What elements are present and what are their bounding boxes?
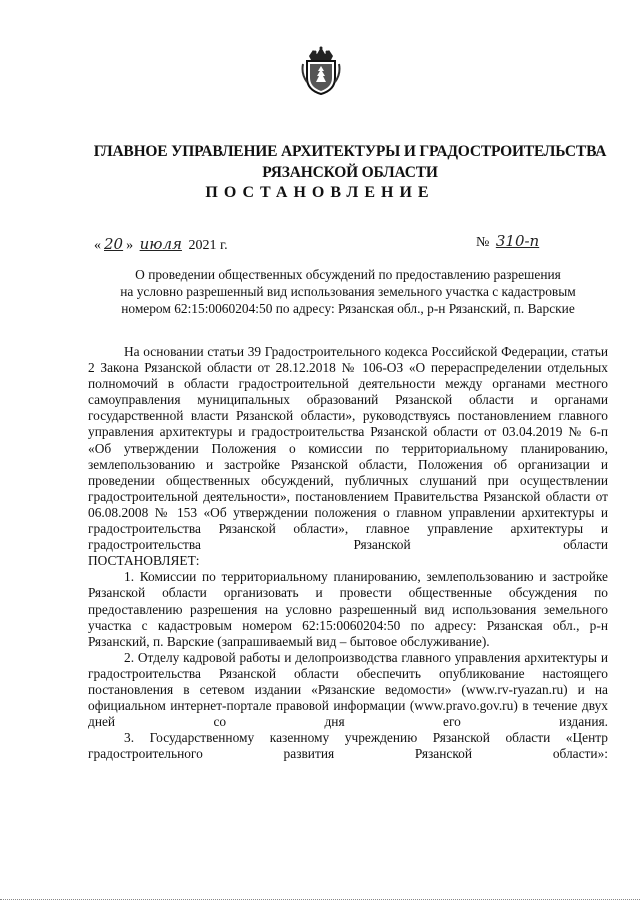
document-body [88, 344, 608, 762]
coat-of-arms-icon [301, 44, 341, 96]
preamble-paragraph: На основании статьи 39 Градостроительного кодекса Российской Федерации, статьи 2 Закона Рязанской области от 28.12.2018 № 106-ОЗ «О перераспределении отдельных полномочий в области градостроительной деятельности между органами местного самоуправления муниципальных образований Рязанской области и органами государственной власти Рязанской области», руководствуясь постановлением главного управления архитектуры и градостроительства Рязанской области от 03.04.2019 № 6-п «Об утверждении Положения о комиссии по территориальному планированию, землепользованию и застройке Рязанской области, Положения об организации и проведении общественных обсуждений, публичных слушаний при осуществлении градостроительной деятельности», постановлением Правительства Рязанской области от 06.08.2008 № 153 «Об утверждении положения о главном управлении архитектуры и градостроительства Рязанской области», главное управление архитектуры и градостроительства Рязанской области [88, 344, 608, 553]
number-label: № [476, 235, 490, 250]
subject-line-3: номером 62:15:0060204:50 по адресу: Рязанская обл., р-н Рязанский, п. Варские [121, 301, 575, 316]
document-subject [88, 266, 608, 317]
document-date [94, 235, 228, 254]
number-value: 310-п [495, 232, 540, 250]
item-3-paragraph: 3. Государственному казенному учреждению Рязанской области «Центр градостроительного развития Рязанской области»: [88, 730, 608, 762]
subject-line-1: О проведении общественных обсуждений по предоставлению разрешения [135, 267, 561, 282]
page-bottom-edge [0, 899, 640, 900]
date-close-quote: » [126, 238, 134, 253]
date-day: 20 [104, 235, 124, 253]
resolves-heading: ПОСТАНОВЛЯЕТ: [88, 553, 200, 569]
date-year: 2021 г. [188, 238, 228, 253]
org-line-2: РЯЗАНСКОЙ ОБЛАСТИ [262, 164, 438, 181]
date-open-quote: « [94, 238, 101, 253]
organization-name [60, 141, 640, 183]
item-2-paragraph: 2. Отделу кадровой работы и делопроизводства главного управления архитектуры и градостроительства Рязанской области обеспечить опубликование настоящего постановления в сетевом издании «Рязанские ведомости» (www.rv-ryazan.ru) и на официальном интернет-портале правовой информации (www.pravo.gov.ru) в течение двух дней со дня его издания. [88, 649, 608, 730]
document-number [476, 232, 542, 251]
date-month: июля [139, 235, 182, 253]
item-1-paragraph: 1. Комиссии по территориальному планированию, землепользованию и застройке Рязанской области организовать и провести общественные обсуждения по предоставлению разрешения на условно разрешенный вид использования земельного участка с кадастровым номером 62:15:0060204:50 по адресу: Рязанская обл., р-н Рязанский, п. Варские (запрашиваемый вид – бытовое обслуживание). [88, 569, 608, 649]
document-type: ПОСТАНОВЛЕНИЕ [205, 184, 435, 201]
org-line-1: ГЛАВНОЕ УПРАВЛЕНИЕ АРХИТЕКТУРЫ И ГРАДОСТРОИТЕЛЬСТВА [93, 143, 607, 160]
subject-line-2: на условно разрешенный вид использования земельного участка с кадастровым [120, 284, 576, 299]
